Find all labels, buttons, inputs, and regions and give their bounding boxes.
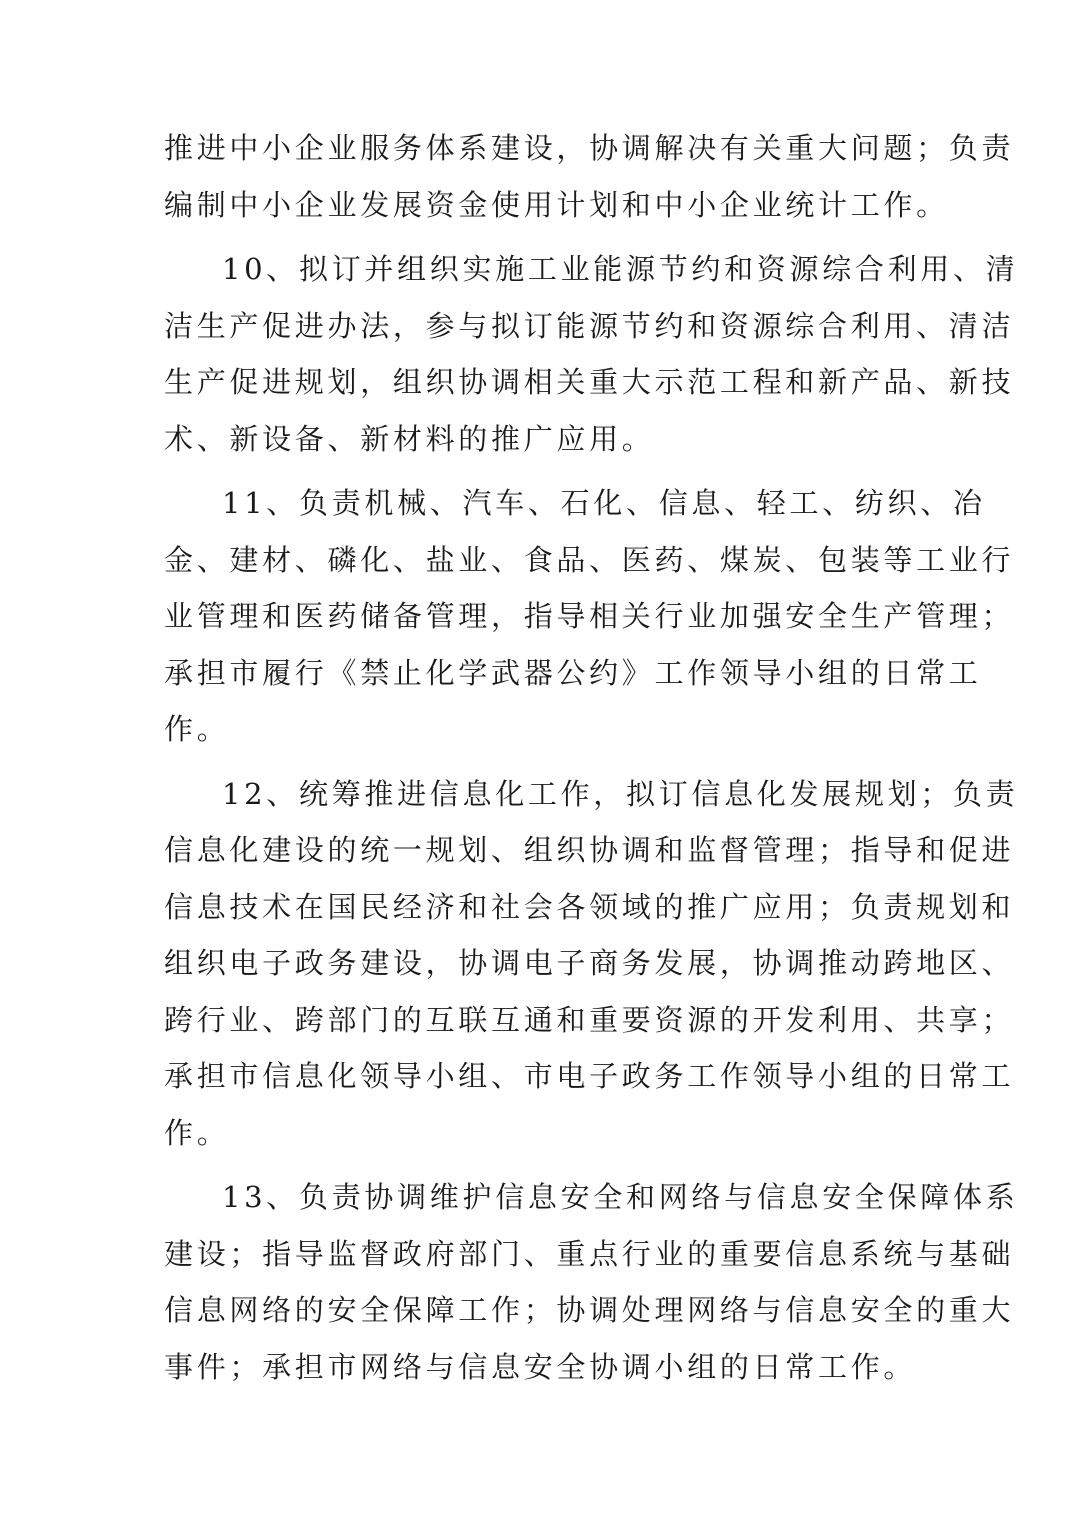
text-line: 事件；承担市网络与信息安全协调小组的日常工作。 (164, 1349, 917, 1384)
document-page (164, 120, 1019, 1403)
paragraph-item-13 (164, 1169, 1019, 1395)
text-line: 12、统筹推进信息化工作，拟订信息化发展规划；负责 (222, 776, 1019, 811)
text-line: 信息化建设的统一规划、组织协调和监督管理；指导和促进 (164, 833, 1015, 867)
text-line: 洁生产促进办法，参与拟订能源节约和资源综合利用、清洁 (164, 308, 1015, 343)
text-line: 作。 (164, 1115, 230, 1150)
text-line: 业管理和医药储备管理，指导相关行业加强安全生产管理； (164, 599, 1015, 633)
text-line: 术、新设备、新材料的推广应用。 (164, 421, 655, 456)
paragraph-item-11 (164, 475, 1015, 758)
paragraph-item-10 (164, 241, 1019, 467)
text-line: 组织电子政务建设，协调电子商务发展，协调推动跨地区、 (164, 946, 1015, 980)
text-line: 承担市信息化领导小组、市电子政务工作领导小组的日常工 (164, 1059, 1015, 1093)
text-line: 10、拟订并组织实施工业能源节约和资源综合利用、清 (222, 252, 1019, 286)
text-line: 信息技术在国民经济和社会各领域的推广应用；负责规划和 (164, 889, 1015, 924)
paragraph-0 (164, 120, 1015, 233)
text-line: 生产促进规划，组织协调相关重大示范工程和新产品、新技 (164, 365, 1015, 399)
text-line: 信息网络的安全保障工作；协调处理网络与信息安全的重大 (164, 1293, 1015, 1327)
text-line: 承担市履行《禁止化学武器公约》工作领导小组的日常工 (164, 655, 982, 690)
text-line: 作。 (164, 712, 230, 746)
text-line: 13、负责协调维护信息安全和网络与信息安全保障体系 (222, 1180, 1019, 1214)
text-line: 跨行业、跨部门的互联互通和重要资源的开发利用、共享； (164, 1002, 1015, 1037)
text-line: 11、负责机械、汽车、石化、信息、轻工、纺织、冶 (222, 486, 986, 520)
text-line: 建设；指导监督政府部门、重点行业的重要信息系统与基础 (164, 1236, 1015, 1271)
paragraph-item-12 (164, 766, 1019, 1162)
text-line: 金、建材、磷化、盐业、食品、医药、煤炭、包装等工业行 (164, 542, 1015, 577)
text-line: 推进中小企业服务体系建设，协调解决有关重大问题；负责 (164, 131, 1015, 165)
text-line: 编制中小企业发展资金使用计划和中小企业统计工作。 (164, 187, 949, 222)
